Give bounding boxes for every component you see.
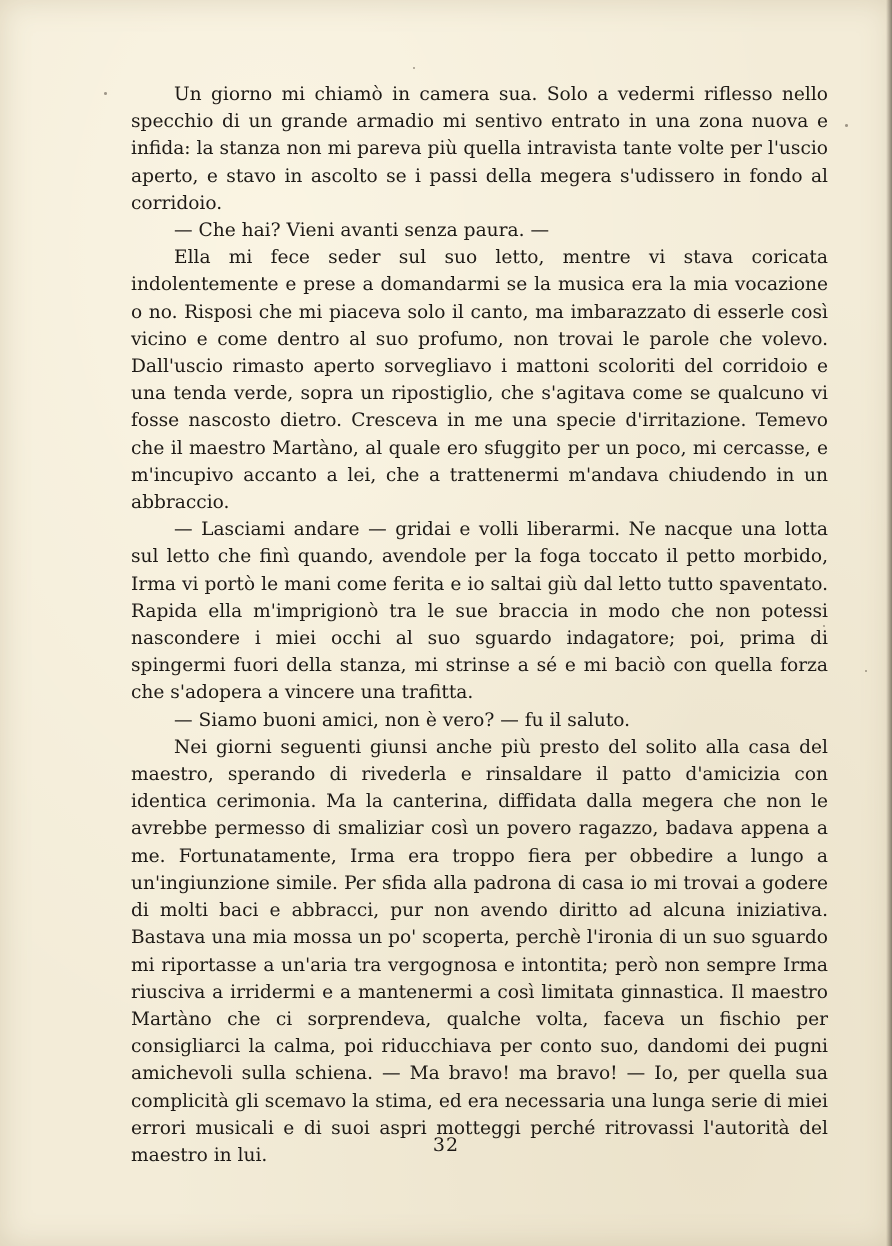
paragraph: Ella mi fece seder sul suo letto, mentre vi stava coricata indolentemente e prese a domandarmi se la musica era la mia vocazione o no. Risposi che mi piaceva solo il canto, ma imbarazzato di esserle così vicino e come dentro al suo profumo, non trovai le parole che volevo. Dall'uscio rimasto aperto sorvegliavo i mattoni scoloriti del corridoio e una tenda verde, sopra un ripostiglio, che s'agitava come se qualcuno vi fosse nascosto dietro. Cresceva in me una specie d'irritazione. Temevo che il maestro Martàno, al quale ero sfuggito per un poco, mi cercasse, e m'incupivo accanto a lei, che a trattenermi m'andava chiudendo in un abbraccio.	[131, 247, 828, 514]
paragraph: — Che hai? Vieni avanti senza paura. —	[174, 220, 550, 242]
paper-speck	[865, 670, 867, 672]
paper-speck	[845, 124, 848, 127]
paragraph: — Lasciami andare — gridai e volli liberarmi. Ne nacque una lotta sul letto che finì quando, avendole per la foga toccato il petto morbido, Irma vi portò le mani come ferita e io saltai giù dal letto tutto spaventato. Rapida ella m'imprigionò tra le sue braccia in modo che non potessi nascondere i miei occhi al suo sguardo indagatore; poi, prima di spingermi fuori della stanza, mi strinse a sé e mi baciò con quella forza che s'adopera a vincere una trafitta.	[131, 519, 828, 704]
paragraph: Nei giorni seguenti giunsi anche più presto del solito alla casa del maestro, sperando di rivederla e rinsaldare il patto d'amicizia con identica cerimonia. Ma la canterina, diffidata dalla megera che non le avrebbe permesso di smaliziar così un povero ragazzo, badava appena a me. Fortunatamente, Irma era troppo fiera per obbedire a lungo a un'ingiunzione simile. Per sfida alla padrona di casa io mi trovai a godere di molti baci e abbracci, pur non avendo diritto ad alcuna iniziativa. Bastava una mia mossa un po' scoperta, perchè l'ironia di un suo sguardo mi riportasse a un'aria tra vergognosa e intontita; però non sempre Irma riusciva a irridermi e a mantenermi a così limitata ginnastica. Il maestro Martàno che ci sorprendeva, qualche volta, faceva un fischio per consigliarci la calma, poi riducchiava per conto suo, dandomi dei pugni amichevoli sulla schiena. — Ma bravo! ma bravo! — Io, per quella sua complicità gli scemavo la stima, ed era necessaria una lunga serie di miei errori musicali e di suoi aspri motteggi perché ritrovassi l'autorità del maestro in lui.	[131, 736, 828, 1166]
page-edge-shadow	[886, 0, 892, 1246]
paper-speck	[104, 92, 107, 95]
paragraph: Un giorno mi chiamò in camera sua. Solo a vedermi riflesso nello specchio di un grande armadio mi sentivo entrato in una zona nuova e infida: la stanza non mi pareva più quella intravista tante volte per l'uscio aperto, e stavo in ascolto se i passi della megera s'udissero in fondo al corridoio.	[131, 84, 828, 214]
paper-speck	[413, 67, 415, 69]
page-number: 32	[432, 1134, 460, 1156]
paragraph: — Siamo buoni amici, non è vero? — fu il saluto.	[174, 709, 631, 731]
body-text	[131, 81, 828, 1169]
